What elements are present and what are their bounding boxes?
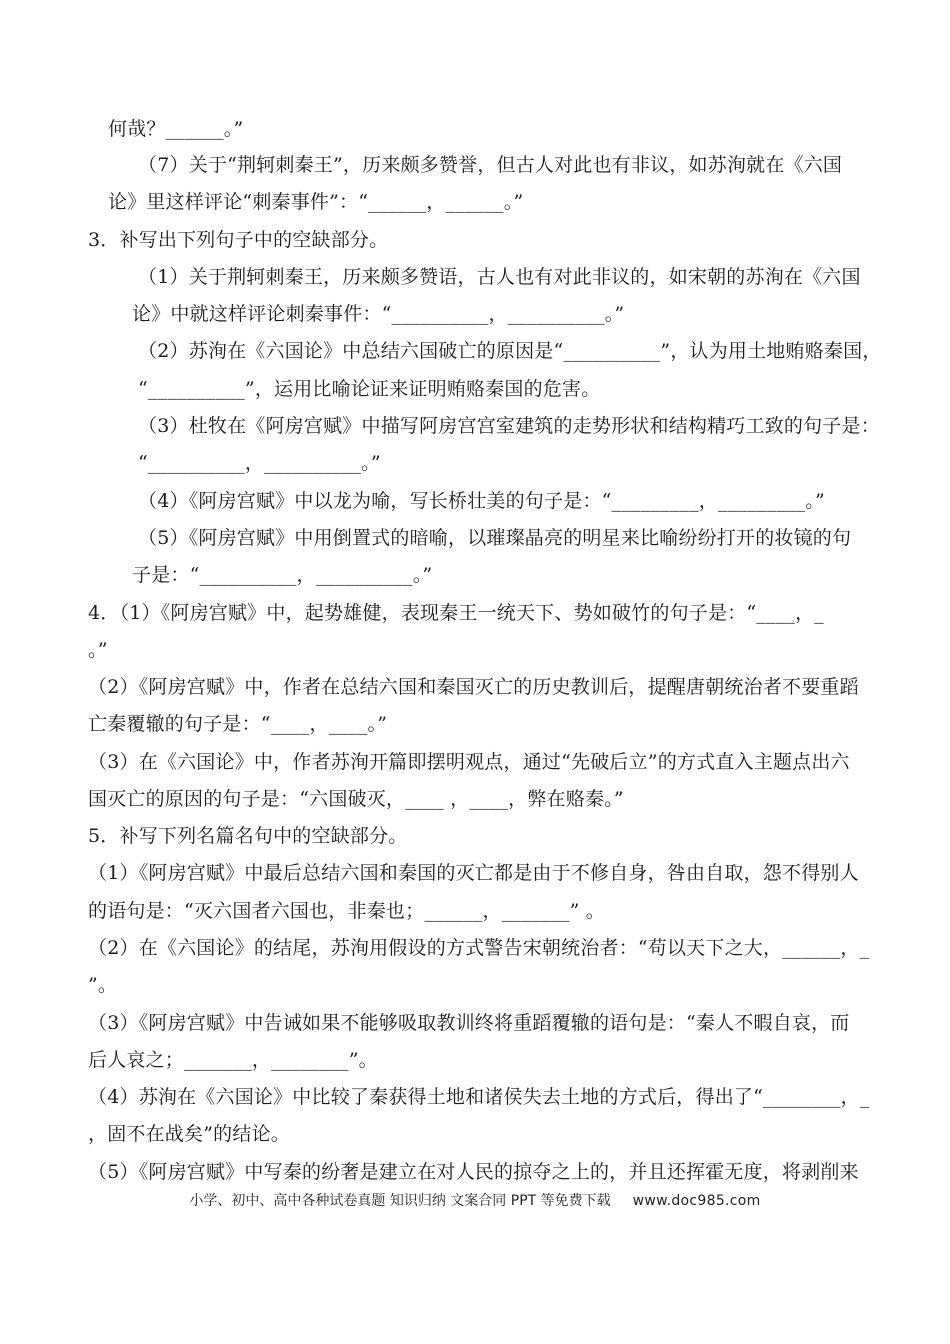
text-line: （7）关于“荆轲刺秦王”，历来颇多赞誉，但古人对此也有非议，如苏洵就在《六国 (138, 154, 843, 176)
text-line: （2）在《六国论》的结尾，苏洵用假设的方式警告宋朝统治者：“苟以天下之大，______，_ (88, 937, 870, 959)
text-line: （4）苏洵在《六国论》中比较了秦获得土地和诸侯失去土地的方式后，得出了“________，_ (88, 1086, 870, 1108)
text-line: “__________，__________。” (138, 452, 381, 474)
text-line: （1）关于荆轲刺秦王，历来颇多赞语，古人也有对此非议的，如宋朝的苏洵在《六国 (138, 266, 861, 288)
footer-url[interactable]: www.doc985.com (632, 1193, 761, 1209)
text-line: （3）《阿房宫赋》中告诫如果不能够吸取教训终将重蹈覆辙的语句是：“秦人不暇自哀，而 (88, 1012, 850, 1034)
text-line: （3）杜牧在《阿房宫赋》中描写阿房宫宫室建筑的走势形状和结构精巧工致的句子是： (138, 415, 880, 437)
text-line: （5）《阿房宫赋》中用倒置式的暗喻，以璀璨晶亮的明星来比喻纷纷打开的妆镜的句 (138, 527, 852, 549)
question-heading: 4．（1）《阿房宫赋》中，起势雄健，表现秦王一统天下、势如破竹的句子是：“____，_ (88, 602, 824, 624)
footer-text: 小学、初中、高中各种试卷真题 知识归纳 文案合同 PPT 等免费下载 (189, 1193, 611, 1209)
text-line: 论》里这样评论“刺秦事件”：“______，______。” (108, 191, 524, 213)
text-line: 后人哀之；_______，________”。 (88, 1049, 378, 1071)
page-footer (0, 1192, 950, 1210)
text-line: 何哉？______。” (108, 118, 244, 140)
question-heading: 5．补写下列名篇名句中的空缺部分。 (88, 825, 408, 847)
text-line: 的语句是：“灭六国者六国也，非秦也；______，_______” 。 (88, 900, 605, 922)
text-line: （5）《阿房宫赋》中写秦的纷奢是建立在对人民的掠夺之上的，并且还挥霍无度，将剥削来 (88, 1161, 859, 1183)
text-line: （4）《阿房宫赋》中以龙为喻，写长桥壮美的句子是：“_________，_________。” (138, 490, 825, 512)
text-line: “__________”，运用比喻论证来证明贿赂秦国的危害。 (138, 378, 601, 400)
text-line: （2）苏洵在《六国论》中总结六国破亡的原因是“__________”，认为用土地贿赂秦国， (138, 340, 882, 362)
text-line: ”。 (88, 974, 118, 996)
question-heading: 3．补写出下列句子中的空缺部分。 (88, 229, 389, 251)
text-line: ，固不在战矣”的结论。 (88, 1123, 290, 1145)
text-line: 亡秦覆辙的句子是：“____，____。” (88, 713, 388, 735)
text-line: 子是：“__________，__________。” (132, 564, 433, 586)
text-line: （2）《阿房宫赋》中，作者在总结六国和秦国灭亡的历史教训后，提醒唐朝统治者不要重蹈 (88, 676, 859, 698)
text-line: 国灭亡的原因的句子是：“六国破灭，____ ，____，弊在赂秦。” (88, 788, 624, 810)
text-line: （3）在《六国论》中，作者苏洵开篇即摆明观点，通过“先破后立”的方式直入主题点出六 (88, 751, 850, 773)
text-line: 论》中就这样评论刺秦事件：“__________，__________。” (132, 303, 625, 325)
text-line: （1）《阿房宫赋》中最后总结六国和秦国的灭亡都是由于不修自身，咎由自取，怨不得别人 (88, 862, 859, 884)
text-line: 。” (88, 639, 108, 661)
